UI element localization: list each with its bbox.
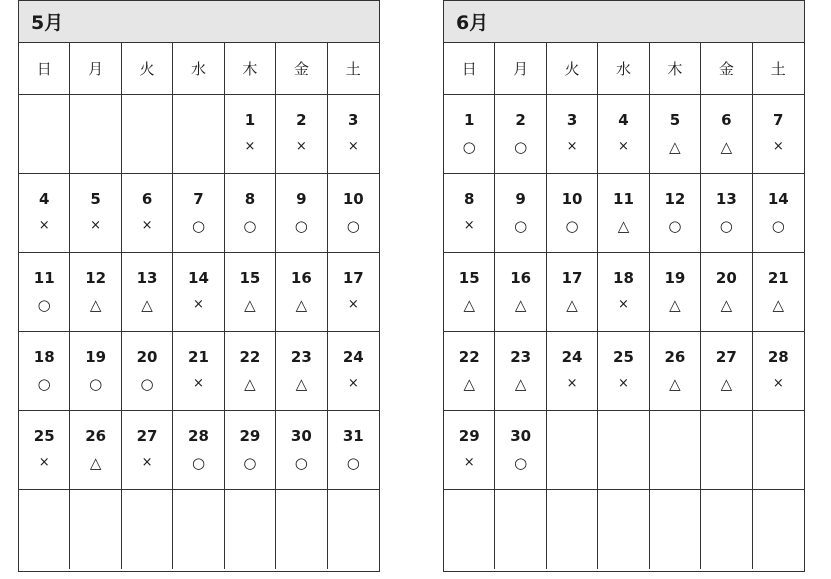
availability-mark: × bbox=[90, 218, 102, 233]
availability-mark: × bbox=[38, 218, 50, 233]
availability-mark: △ bbox=[89, 454, 102, 472]
availability-mark: × bbox=[618, 297, 629, 312]
day-cell[interactable] bbox=[276, 332, 327, 411]
availability-mark: △ bbox=[617, 217, 630, 235]
day-number: 23 bbox=[510, 348, 532, 366]
availability-mark: △ bbox=[514, 296, 527, 314]
day-cell[interactable] bbox=[173, 411, 224, 490]
weekday-label: 土 bbox=[345, 60, 361, 78]
weekday-label: 木 bbox=[225, 43, 276, 94]
day-number: 10 bbox=[342, 190, 364, 208]
day-number: 11 bbox=[33, 269, 55, 287]
day-number: 2 bbox=[515, 111, 526, 129]
availability-mark: × bbox=[772, 376, 784, 391]
day-cell[interactable] bbox=[173, 253, 224, 332]
day-cell[interactable] bbox=[122, 332, 173, 411]
weekday-header bbox=[444, 43, 804, 95]
day-cell[interactable] bbox=[70, 174, 121, 253]
day-number: 8 bbox=[244, 190, 256, 208]
day-number: 15 bbox=[239, 269, 261, 287]
day-number: 17 bbox=[561, 269, 583, 287]
day-cell[interactable] bbox=[276, 174, 327, 253]
calendar-may bbox=[18, 0, 380, 572]
day-cell[interactable] bbox=[122, 253, 173, 332]
day-number: 16 bbox=[290, 269, 312, 287]
day-cell[interactable] bbox=[701, 174, 752, 253]
day-cell[interactable] bbox=[753, 95, 804, 174]
day-cell[interactable] bbox=[173, 174, 224, 253]
availability-mark: ○ bbox=[462, 138, 476, 156]
day-cell[interactable] bbox=[276, 253, 327, 332]
day-cell[interactable] bbox=[225, 174, 276, 253]
availability-mark: ○ bbox=[514, 217, 528, 235]
weekday-label: 水 bbox=[598, 43, 649, 94]
day-number: 19 bbox=[85, 348, 107, 366]
empty-cell bbox=[70, 490, 121, 569]
availability-mark: × bbox=[772, 139, 784, 154]
day-cell[interactable] bbox=[598, 174, 649, 253]
availability-mark: △ bbox=[720, 138, 733, 156]
day-number: 6 bbox=[141, 190, 153, 208]
availability-mark: × bbox=[141, 455, 153, 470]
empty-cell bbox=[70, 95, 121, 174]
empty-cell bbox=[598, 411, 649, 490]
availability-mark: △ bbox=[141, 296, 153, 314]
day-cell[interactable] bbox=[650, 253, 701, 332]
availability-mark: × bbox=[193, 376, 204, 391]
day-number: 3 bbox=[348, 111, 359, 129]
day-number: 28 bbox=[188, 427, 209, 445]
availability-mark: △ bbox=[669, 296, 681, 314]
weekday-label: 日 bbox=[19, 43, 70, 94]
month-title: 6月 bbox=[444, 1, 804, 43]
availability-mark: ○ bbox=[565, 217, 579, 235]
availability-mark: △ bbox=[89, 296, 102, 314]
availability-mark: ○ bbox=[514, 138, 528, 156]
empty-cell bbox=[19, 95, 70, 174]
day-number: 26 bbox=[664, 348, 686, 366]
day-cell[interactable] bbox=[19, 411, 70, 490]
day-cell[interactable] bbox=[328, 332, 379, 411]
day-number: 30 bbox=[290, 427, 312, 445]
day-cell[interactable] bbox=[598, 253, 649, 332]
day-number: 27 bbox=[136, 427, 158, 445]
day-number: 3 bbox=[566, 111, 578, 129]
day-number: 6 bbox=[721, 111, 732, 129]
empty-cell bbox=[495, 490, 546, 569]
availability-mark: △ bbox=[669, 375, 681, 393]
empty-cell bbox=[328, 490, 379, 569]
availability-mark: ○ bbox=[37, 296, 51, 314]
weekday-label: 日 bbox=[444, 43, 495, 94]
day-cell[interactable] bbox=[444, 174, 495, 253]
availability-mark: △ bbox=[514, 375, 527, 393]
day-cell[interactable] bbox=[598, 332, 649, 411]
day-cell[interactable] bbox=[701, 253, 752, 332]
availability-mark: △ bbox=[720, 296, 733, 314]
availability-mark: × bbox=[566, 376, 578, 391]
day-number: 9 bbox=[515, 190, 526, 208]
day-number: 2 bbox=[296, 111, 307, 129]
day-number: 22 bbox=[458, 348, 480, 366]
day-number: 20 bbox=[136, 348, 158, 366]
day-number: 5 bbox=[90, 190, 101, 208]
day-number: 27 bbox=[715, 348, 737, 366]
availability-mark: △ bbox=[772, 296, 785, 314]
availability-mark: △ bbox=[566, 296, 578, 314]
availability-mark: × bbox=[244, 139, 256, 154]
weekday-label: 火 bbox=[547, 43, 598, 94]
day-number: 18 bbox=[613, 269, 634, 287]
day-number: 9 bbox=[296, 190, 307, 208]
availability-mark: △ bbox=[244, 375, 256, 393]
day-cell[interactable] bbox=[444, 411, 495, 490]
day-number: 15 bbox=[458, 269, 480, 287]
day-number: 12 bbox=[664, 190, 686, 208]
empty-cell bbox=[753, 490, 804, 569]
day-number: 1 bbox=[244, 111, 256, 129]
availability-mark: ○ bbox=[514, 454, 528, 472]
availability-mark: × bbox=[193, 297, 204, 312]
day-grid bbox=[444, 95, 804, 569]
month-title: 5月 bbox=[19, 1, 379, 43]
day-number: 12 bbox=[85, 269, 107, 287]
availability-mark: ○ bbox=[140, 375, 154, 393]
availability-mark: × bbox=[347, 297, 359, 312]
day-cell[interactable] bbox=[444, 95, 495, 174]
day-cell[interactable] bbox=[701, 95, 752, 174]
availability-mark: × bbox=[463, 218, 475, 233]
day-cell[interactable] bbox=[276, 411, 327, 490]
day-cell[interactable] bbox=[495, 95, 546, 174]
day-cell[interactable] bbox=[173, 332, 224, 411]
day-cell[interactable] bbox=[753, 174, 804, 253]
day-number: 8 bbox=[463, 190, 475, 208]
availability-mark: × bbox=[463, 455, 475, 470]
day-cell[interactable] bbox=[650, 332, 701, 411]
empty-cell bbox=[225, 490, 276, 569]
availability-mark: × bbox=[347, 376, 359, 391]
availability-mark: ○ bbox=[294, 454, 308, 472]
day-cell[interactable] bbox=[225, 411, 276, 490]
availability-mark: × bbox=[38, 455, 50, 470]
availability-mark: △ bbox=[720, 375, 733, 393]
availability-mark: ○ bbox=[243, 454, 257, 472]
day-number: 4 bbox=[618, 111, 629, 129]
availability-mark: ○ bbox=[37, 375, 51, 393]
day-cell[interactable] bbox=[650, 95, 701, 174]
day-cell[interactable] bbox=[650, 174, 701, 253]
empty-cell bbox=[547, 490, 598, 569]
day-cell[interactable] bbox=[598, 95, 649, 174]
weekday-label: 月 bbox=[70, 43, 121, 94]
day-cell[interactable] bbox=[70, 332, 121, 411]
empty-cell bbox=[122, 95, 173, 174]
day-number: 22 bbox=[239, 348, 261, 366]
day-number: 21 bbox=[188, 348, 209, 366]
day-cell[interactable] bbox=[495, 253, 546, 332]
availability-mark: ○ bbox=[89, 375, 103, 393]
availability-mark: ○ bbox=[719, 217, 733, 235]
empty-cell bbox=[701, 490, 752, 569]
empty-cell bbox=[701, 411, 752, 490]
day-cell[interactable] bbox=[328, 411, 379, 490]
day-cell[interactable] bbox=[495, 411, 546, 490]
availability-mark: ○ bbox=[346, 454, 360, 472]
day-cell[interactable] bbox=[547, 95, 598, 174]
day-cell[interactable] bbox=[225, 95, 276, 174]
availability-mark: × bbox=[618, 139, 629, 154]
day-number: 24 bbox=[561, 348, 583, 366]
weekday-label: 木 bbox=[650, 43, 701, 94]
availability-mark: △ bbox=[295, 375, 308, 393]
weekday-label: 金 bbox=[276, 43, 327, 94]
day-cell[interactable] bbox=[70, 253, 121, 332]
day-cell[interactable] bbox=[701, 332, 752, 411]
day-cell[interactable] bbox=[19, 332, 70, 411]
day-number: 31 bbox=[342, 427, 364, 445]
day-number: 13 bbox=[136, 269, 158, 287]
day-grid bbox=[19, 95, 379, 569]
day-number: 4 bbox=[38, 190, 50, 208]
day-cell[interactable] bbox=[122, 411, 173, 490]
day-cell[interactable] bbox=[328, 95, 379, 174]
day-cell[interactable] bbox=[122, 174, 173, 253]
day-cell[interactable] bbox=[19, 174, 70, 253]
empty-cell bbox=[173, 95, 224, 174]
availability-mark: ○ bbox=[294, 217, 308, 235]
day-number: 29 bbox=[458, 427, 480, 445]
weekday-label: 土 bbox=[770, 60, 786, 78]
weekday-label: 金 bbox=[701, 43, 752, 94]
day-number: 30 bbox=[510, 427, 532, 445]
day-cell[interactable] bbox=[444, 332, 495, 411]
day-cell[interactable] bbox=[547, 253, 598, 332]
weekday-header bbox=[19, 43, 379, 95]
availability-mark: × bbox=[347, 139, 359, 154]
day-number: 21 bbox=[767, 269, 789, 287]
availability-mark: △ bbox=[463, 375, 475, 393]
availability-mark: ○ bbox=[346, 217, 360, 235]
weekday-label: 月 bbox=[495, 43, 546, 94]
empty-cell bbox=[547, 411, 598, 490]
day-number: 10 bbox=[561, 190, 583, 208]
day-cell[interactable] bbox=[547, 174, 598, 253]
day-cell[interactable] bbox=[753, 332, 804, 411]
availability-mark: △ bbox=[463, 296, 475, 314]
day-cell[interactable] bbox=[328, 253, 379, 332]
availability-mark: ○ bbox=[771, 217, 785, 235]
availability-mark: ○ bbox=[243, 217, 257, 235]
day-number: 14 bbox=[767, 190, 789, 208]
day-number: 18 bbox=[33, 348, 55, 366]
day-number: 25 bbox=[613, 348, 634, 366]
day-cell[interactable] bbox=[495, 332, 546, 411]
day-number: 14 bbox=[188, 269, 209, 287]
day-cell[interactable] bbox=[225, 332, 276, 411]
empty-cell bbox=[650, 490, 701, 569]
day-number: 7 bbox=[773, 111, 784, 129]
day-cell[interactable] bbox=[547, 332, 598, 411]
day-number: 7 bbox=[193, 190, 204, 208]
empty-cell bbox=[19, 490, 70, 569]
day-cell[interactable] bbox=[328, 174, 379, 253]
day-number: 19 bbox=[664, 269, 686, 287]
day-number: 13 bbox=[715, 190, 737, 208]
empty-cell bbox=[753, 411, 804, 490]
day-number: 20 bbox=[715, 269, 737, 287]
day-number: 17 bbox=[342, 269, 364, 287]
day-cell[interactable] bbox=[444, 253, 495, 332]
availability-mark: ○ bbox=[191, 454, 206, 472]
availability-mark: × bbox=[618, 376, 629, 391]
weekday-label: 火 bbox=[122, 43, 173, 94]
empty-cell bbox=[173, 490, 224, 569]
availability-mark: × bbox=[295, 139, 307, 154]
calendar-june bbox=[443, 0, 805, 572]
empty-cell bbox=[444, 490, 495, 569]
day-number: 1 bbox=[463, 111, 475, 129]
availability-mark: △ bbox=[295, 296, 308, 314]
empty-cell bbox=[598, 490, 649, 569]
day-cell[interactable] bbox=[225, 253, 276, 332]
day-number: 28 bbox=[767, 348, 789, 366]
day-number: 16 bbox=[510, 269, 532, 287]
day-cell[interactable] bbox=[70, 411, 121, 490]
day-cell[interactable] bbox=[753, 253, 804, 332]
availability-mark: ○ bbox=[668, 217, 682, 235]
empty-cell bbox=[650, 411, 701, 490]
availability-mark: △ bbox=[669, 138, 681, 156]
day-cell[interactable] bbox=[495, 174, 546, 253]
day-number: 23 bbox=[290, 348, 312, 366]
availability-mark: × bbox=[566, 139, 578, 154]
day-number: 29 bbox=[239, 427, 261, 445]
availability-mark: △ bbox=[244, 296, 256, 314]
day-number: 11 bbox=[613, 190, 634, 208]
day-number: 24 bbox=[342, 348, 364, 366]
day-number: 5 bbox=[669, 111, 681, 129]
empty-cell bbox=[122, 490, 173, 569]
day-number: 25 bbox=[33, 427, 55, 445]
day-cell[interactable] bbox=[19, 253, 70, 332]
day-number: 26 bbox=[85, 427, 107, 445]
empty-cell bbox=[276, 490, 327, 569]
day-cell[interactable] bbox=[276, 95, 327, 174]
availability-mark: × bbox=[141, 218, 153, 233]
weekday-label: 水 bbox=[173, 43, 224, 94]
availability-mark: ○ bbox=[191, 217, 206, 235]
